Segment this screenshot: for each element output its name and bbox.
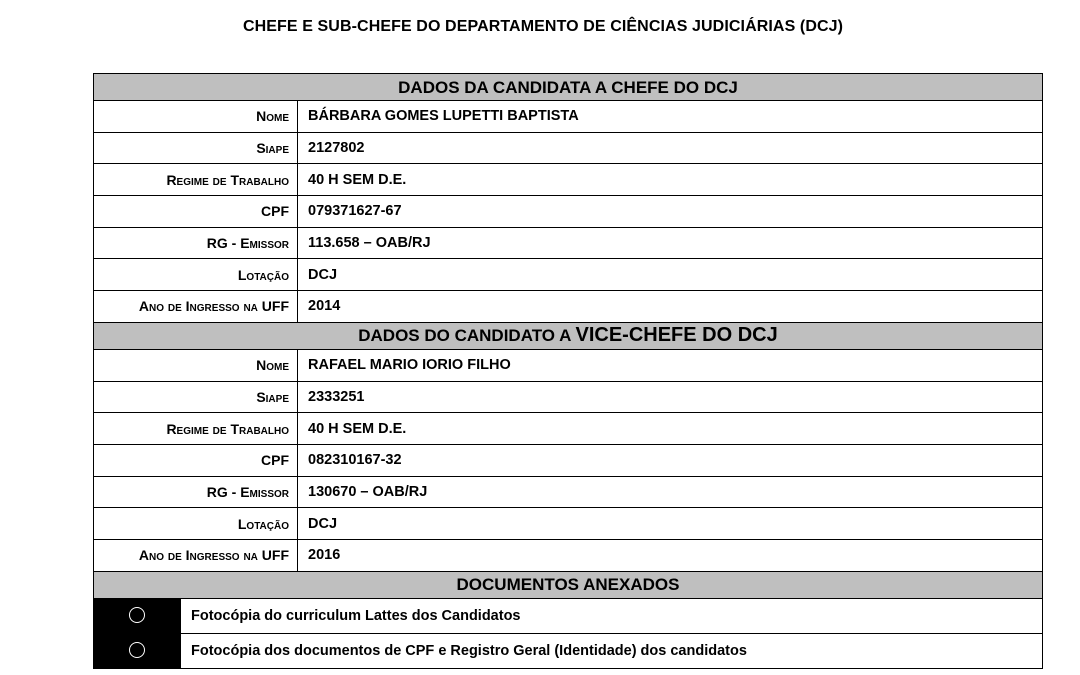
vice-row-nome — [94, 349, 1043, 381]
field-label: Ano de Ingresso na UFF — [94, 291, 298, 323]
chefe-row-nome — [94, 101, 1043, 133]
chefe-row-regime — [94, 164, 1043, 196]
chefe-section-title: DADOS DA CANDIDATA A CHEFE DO DCJ — [94, 74, 1043, 101]
vice-row-siape — [94, 381, 1043, 413]
document-item — [94, 633, 1043, 668]
document-checkbox-cell[interactable] — [94, 598, 181, 633]
field-label: RG - Emissor — [94, 476, 298, 508]
document-title: CHEFE E SUB-CHEFE DO DEPARTAMENTO DE CIÊNCIAS JUDICIÁRIAS (DCJ) — [242, 18, 844, 35]
candidates-form-table — [93, 73, 1043, 669]
chefe-rg-value: 113.658 – OAB/RJ — [298, 227, 1043, 259]
vice-cpf-value: 082310167-32 — [298, 444, 1043, 476]
field-label: Regime de Trabalho — [94, 413, 298, 445]
vice-siape-value: 2333251 — [298, 381, 1043, 413]
vice-section-title — [94, 322, 1043, 349]
vice-row-rg — [94, 476, 1043, 508]
documentos-section-header — [94, 571, 1043, 598]
chefe-regime-value: 40 H SEM D.E. — [298, 164, 1043, 196]
vice-row-regime — [94, 413, 1043, 445]
chefe-lotacao-value: DCJ — [298, 259, 1043, 291]
vice-section-title-emphasis: VICE-CHEFE DO DCJ — [575, 324, 778, 347]
field-label: CPF — [94, 444, 298, 476]
field-label: Nome — [94, 349, 298, 381]
chefe-row-rg — [94, 227, 1043, 259]
vice-regime-value: 40 H SEM D.E. — [298, 413, 1043, 445]
document-checkbox-cell[interactable] — [94, 633, 181, 668]
field-label: Siape — [94, 381, 298, 413]
vice-section-title-prefix: DADOS DO CANDIDATO A — [358, 326, 571, 346]
field-label: Siape — [94, 132, 298, 164]
vice-rg-value: 130670 – OAB/RJ — [298, 476, 1043, 508]
chefe-cpf-value: 079371627-67 — [298, 196, 1043, 228]
field-label: Regime de Trabalho — [94, 164, 298, 196]
vice-nome-value: RAFAEL MARIO IORIO FILHO — [298, 349, 1043, 381]
chefe-row-cpf — [94, 196, 1043, 228]
chefe-row-siape — [94, 132, 1043, 164]
field-label: RG - Emissor — [94, 227, 298, 259]
documentos-section-title: DOCUMENTOS ANEXADOS — [94, 571, 1043, 598]
document-item-label: Fotocópia do curriculum Lattes dos Candidatos — [181, 598, 1043, 633]
circle-checkbox-icon[interactable] — [129, 607, 145, 623]
document-item — [94, 598, 1043, 633]
chefe-siape-value: 2127802 — [298, 132, 1043, 164]
chefe-row-lotacao — [94, 259, 1043, 291]
document-item-label: Fotocópia dos documentos de CPF e Registro Geral (Identidade) dos candidatos — [181, 633, 1043, 668]
vice-row-ingresso — [94, 539, 1043, 571]
chefe-row-ingresso — [94, 291, 1043, 323]
field-label: Lotação — [94, 508, 298, 540]
field-label: Ano de Ingresso na UFF — [94, 539, 298, 571]
chefe-ingresso-value: 2014 — [298, 291, 1043, 323]
field-label: Nome — [94, 101, 298, 133]
circle-checkbox-icon[interactable] — [129, 642, 145, 658]
vice-section-header — [94, 322, 1043, 349]
field-label: Lotação — [94, 259, 298, 291]
vice-row-cpf — [94, 444, 1043, 476]
field-label: CPF — [94, 196, 298, 228]
vice-row-lotacao — [94, 508, 1043, 540]
vice-ingresso-value: 2016 — [298, 539, 1043, 571]
chefe-nome-value: BÁRBARA GOMES LUPETTI BAPTISTA — [298, 101, 1043, 133]
chefe-section-header — [94, 74, 1043, 101]
vice-lotacao-value: DCJ — [298, 508, 1043, 540]
